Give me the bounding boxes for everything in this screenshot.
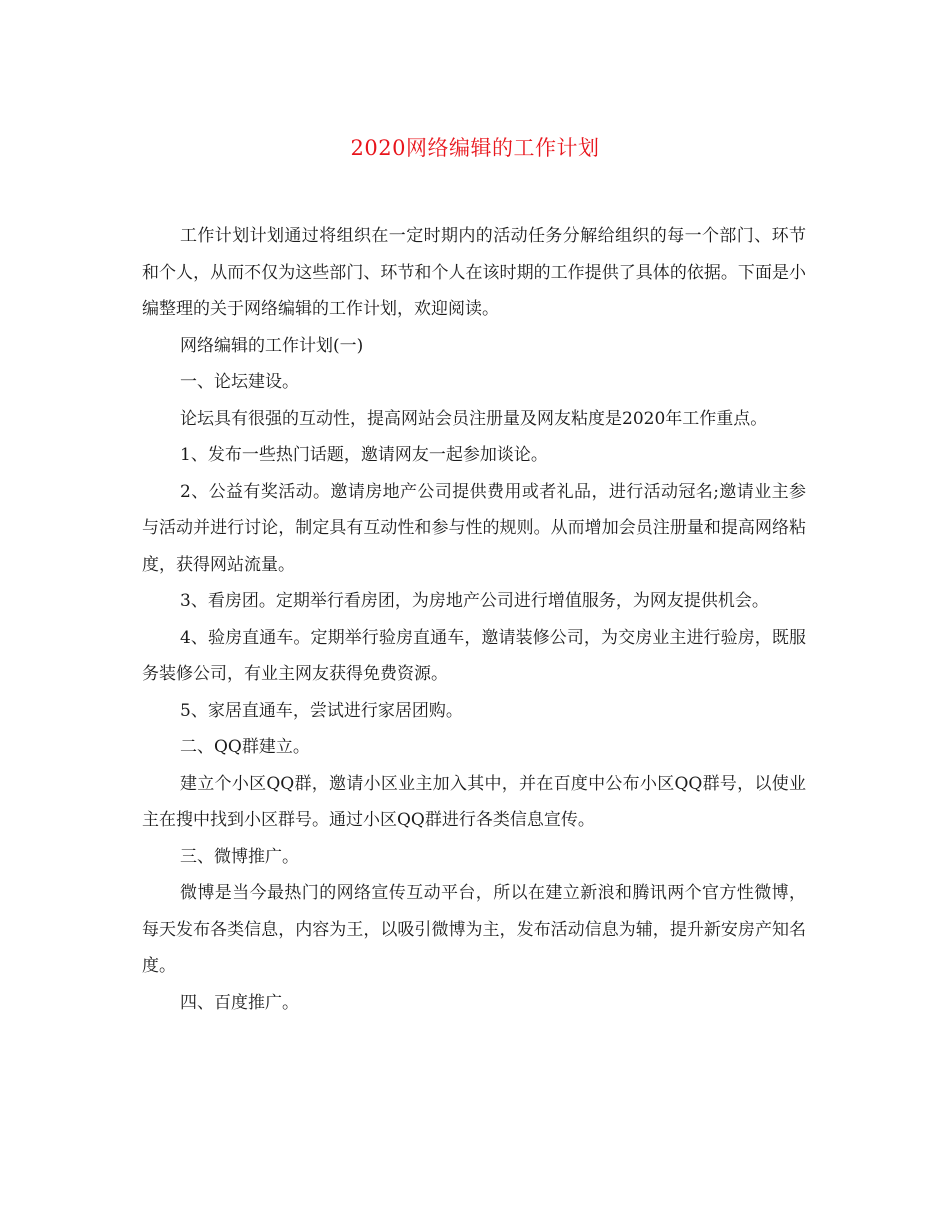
document-body: [142, 218, 806, 1021]
list-item-3: 3、看房团。定期举行看房团，为房地产公司进行增值服务，为网友提供机会。: [180, 591, 769, 611]
heading-forum-building: 一、论坛建设。: [180, 372, 299, 392]
list-item-4: 4、验房直通车。定期举行验房直通车，邀请装修公司，为交房业主进行验房，既服务装修公司，有业主网友获得免费资源。: [142, 627, 806, 684]
list-item-2: 2、公益有奖活动。邀请房地产公司提供费用或者礼品，进行活动冠名;邀请业主参与活动并进行讨论，制定具有互动性和参与性的规则。从而增加会员注册量和提高网络粘度，获得网站流量。: [142, 481, 806, 575]
list-item-1: 1、发布一些热门话题，邀请网友一起参加谈论。: [180, 445, 548, 465]
paragraph-intro: 工作计划计划通过将组织在一定时期内的活动任务分解给组织的每一个部门、环节和个人，从而不仅为这些部门、环节和个人在该时期的工作提供了具体的依据。下面是小编整理的关于网络编辑的工作计划，欢迎阅读。: [142, 226, 806, 319]
heading-qq-group: 二、QQ群建立。: [180, 737, 310, 757]
section-heading-plan-1: 网络编辑的工作计划(一): [180, 335, 364, 356]
paragraph-qq-group: 建立个小区QQ群，邀请小区业主加入其中，并在百度中公布小区QQ群号，以使业主在搜中找到小区群号。通过小区QQ群进行各类信息宣传。: [142, 773, 806, 830]
heading-weibo: 三、微博推广。: [180, 846, 299, 867]
list-item-5: 5、家居直通车，尝试进行家居团购。: [180, 700, 463, 721]
paragraph-weibo: 微博是当今最热门的网络宣传互动平台，所以在建立新浪和腾讯两个官方性微博，每天发布各类信息，内容为王，以吸引微博为主，发布活动信息为辅，提升新安房产知名度。: [142, 883, 806, 976]
document-title: 2020网络编辑的工作计划: [350, 136, 600, 160]
heading-baidu: 四、百度推广。: [180, 992, 299, 1013]
paragraph-forum: 论坛具有很强的互动性，提高网站会员注册量及网友粘度是2020年工作重点。: [180, 408, 768, 429]
